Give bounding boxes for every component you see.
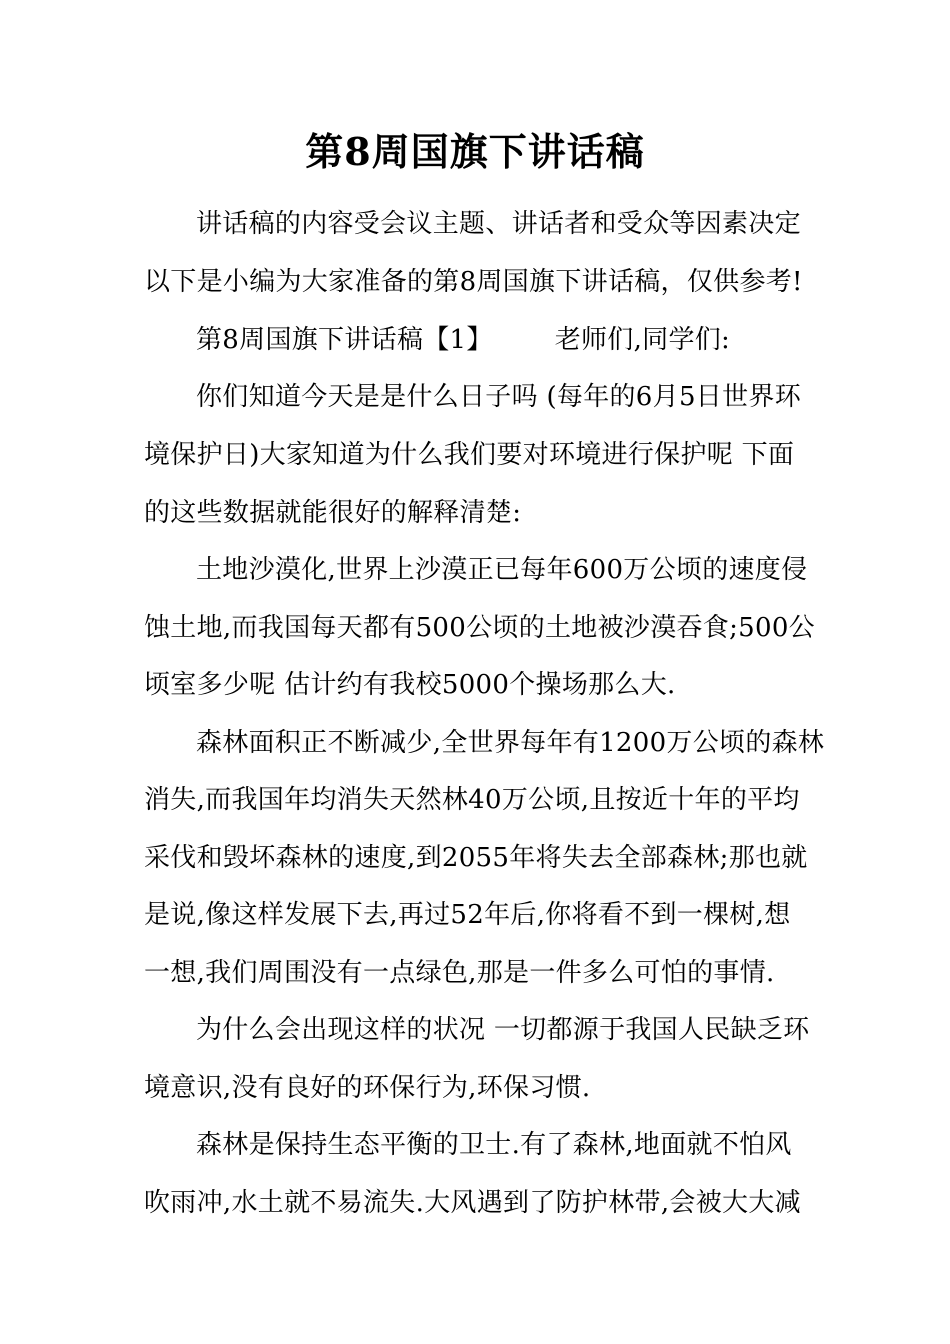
p5-line-1: 森林是保持生态平衡的卫士.有了森林,地面就不怕风	[196, 1130, 792, 1160]
p2-line-2: 蚀土地,而我国每天都有500公顷的土地被沙漠吞食;500公	[144, 613, 815, 643]
p3-line-3: 采伐和毁坏森林的速度,到2055年将失去全部森林;那也就	[144, 843, 808, 873]
heading-line	[196, 320, 730, 360]
document-title: 第8周国旗下讲话稿	[305, 129, 645, 174]
section-heading: 第8周国旗下讲话稿【1】	[196, 325, 493, 355]
p2-line-3: 顷室多少呢 估计约有我校5000个操场那么大.	[144, 670, 676, 700]
greeting: 老师们,同学们:	[554, 325, 731, 355]
p3-line-5: 一想,我们周围没有一点绿色,那是一件多么可怕的事情.	[144, 958, 775, 988]
intro-line-2: 以下是小编为大家准备的第8周国旗下讲话稿，仅供参考!	[144, 267, 803, 297]
p1-line-2: 境保护日)大家知道为什么我们要对环境进行保护呢 下面	[144, 440, 795, 470]
p5-line-2: 吹雨冲,水土就不易流失.大风遇到了防护林带,会被大大减	[144, 1188, 801, 1218]
intro-line-1: 讲话稿的内容受会议主题、讲话者和受众等因素决定	[196, 209, 801, 239]
p3-line-1: 森林面积正不断减少,全世界每年有1200万公顷的森林	[196, 728, 825, 758]
p3-line-2: 消失,而我国年均消失天然林40万公顷,且按近十年的平均	[144, 785, 800, 815]
p1-line-1: 你们知道今天是是什么日子吗 (每年的6月5日世界环	[196, 382, 801, 412]
p2-line-1: 土地沙漠化,世界上沙漠正已每年600万公顷的速度侵	[196, 555, 808, 585]
p3-line-4: 是说,像这样发展下去,再过52年后,你将看不到一棵树,想	[144, 900, 791, 930]
p4-line-2: 境意识,没有良好的环保行为,环保习惯.	[144, 1073, 591, 1103]
p4-line-1: 为什么会出现这样的状况 一切都源于我国人民缺乏环	[196, 1015, 810, 1045]
p1-line-3: 的这些数据就能很好的解释清楚:	[144, 498, 522, 528]
